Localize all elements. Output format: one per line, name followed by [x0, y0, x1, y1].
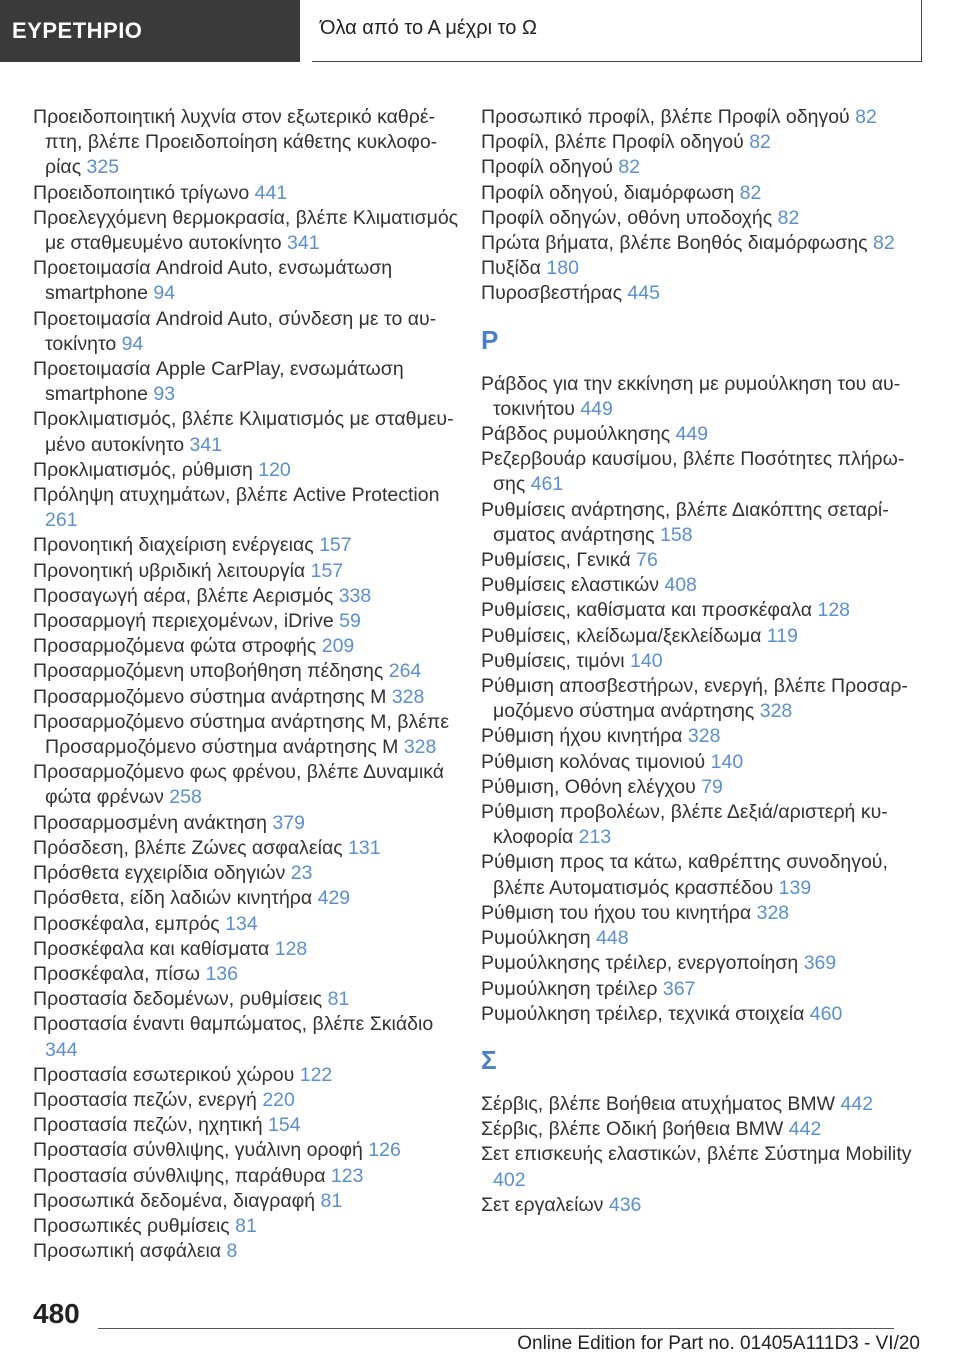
index-page-link[interactable]: 157: [319, 534, 352, 557]
index-group-sigma: [481, 1092, 913, 1218]
index-entry-text: Προσκέφαλα, εμπρός: [33, 912, 220, 935]
index-page-link[interactable]: 449: [675, 423, 709, 446]
index-entry: [33, 458, 465, 483]
index-page-link[interactable]: 140: [630, 649, 663, 672]
index-page-link[interactable]: 408: [664, 574, 697, 597]
index-entry-text: Πρόσδεση, βλέπε Ζώνες ασφαλείας: [33, 836, 343, 859]
index-column-right: [481, 105, 913, 1218]
index-column-left: [33, 105, 465, 1264]
index-entry: [33, 1113, 465, 1138]
index-entry: [481, 372, 913, 422]
index-entry-text: Προειδοποιητικό τρίγωνο: [33, 181, 250, 204]
index-page-link[interactable]: 82: [872, 232, 895, 255]
index-page-link[interactable]: 258: [169, 786, 202, 809]
index-entry-text: Ράβδος για την εκκίνηση με ρυμούλκηση του αυτοκινήτου: [481, 372, 901, 420]
index-page-link[interactable]: 328: [687, 725, 721, 748]
index-page-link[interactable]: 119: [766, 624, 798, 647]
index-page-link[interactable]: 79: [701, 775, 723, 798]
footer-edition: [517, 1333, 920, 1355]
index-entry: [33, 912, 465, 937]
index-entry: [33, 105, 465, 181]
index-entry-text: Πυροσβεστήρας: [481, 282, 622, 305]
index-entry-text: Ρύθμιση προβολέων, βλέπε Δεξιά/αριστερή κυκλοφορία: [481, 801, 888, 849]
index-entry-text: Ρυμούλκηση τρέιλερ, τεχνικά στοιχεία: [481, 1002, 805, 1025]
index-page-link[interactable]: 328: [403, 736, 437, 759]
index-page-link[interactable]: 328: [759, 700, 793, 723]
index-entry-text: Ρυθμίσεις, τιμόνι: [481, 649, 625, 672]
index-entry: [33, 836, 465, 861]
index-entry-text: Ρυθμίσεις ελαστικών: [481, 574, 659, 597]
index-entry-text: Προστασία πεζών, ενεργή: [33, 1088, 257, 1111]
index-page-link[interactable]: 379: [272, 811, 305, 834]
index-entry-text: Προφίλ, βλέπε Προφίλ οδηγού: [481, 131, 744, 154]
index-entry: [481, 926, 913, 951]
index-entry-text: Ρυθμίσεις, καθίσματα και προσκέφαλα: [481, 599, 813, 622]
index-entry: [481, 1002, 913, 1027]
index-entry: [481, 1142, 913, 1192]
index-page-link[interactable]: 220: [262, 1088, 295, 1111]
index-page-link[interactable]: 338: [338, 584, 372, 607]
index-entry: [33, 1088, 465, 1113]
index-entry: [481, 548, 913, 573]
index-entry-text: Προκλιματισμός, βλέπε Κλιματισμός με σταθμευμένο αυτοκίνητο: [33, 408, 454, 456]
index-entry: [481, 281, 913, 306]
index-entry-text: Ρύθμιση, Οθόνη ελέγχου: [481, 775, 696, 798]
index-entry-text: Πυξίδα: [481, 257, 541, 280]
index-page-link[interactable]: 213: [578, 826, 612, 849]
page-header: [0, 0, 960, 66]
index-group-rho: [481, 372, 913, 1027]
index-entry: [481, 775, 913, 800]
index-entry: [481, 649, 913, 674]
index-entry-text: Προσωπικά δεδομένα, διαγραφή: [33, 1189, 316, 1212]
index-entry: [481, 447, 913, 497]
index-entry-text: Προσκέφαλα, πίσω: [33, 962, 201, 985]
index-letter-sigma: Σ: [481, 1044, 497, 1075]
index-entry-text: Προσαρμοζόμενη υποβοήθηση πέδησης: [33, 660, 384, 683]
index-page-link[interactable]: 449: [580, 397, 613, 420]
index-page-link[interactable]: 441: [254, 181, 288, 204]
section-title: ΕΥΡΕΤΗΡΙΟ: [0, 0, 300, 62]
index-entry: [481, 750, 913, 775]
index-entry-text: Προσαρμογή περιεχομένων, iDrive: [33, 610, 334, 633]
index-entry: [33, 659, 465, 684]
index-entry-text: Προσαρμοζόμενο σύστημα ανάρτησης M: [33, 685, 387, 708]
index-page-link[interactable]: 81: [327, 988, 350, 1011]
index-entry-text: Προφίλ οδηγών, οθόνη υποδοχής: [481, 206, 773, 229]
index-entry: [33, 861, 465, 886]
index-entry: [33, 609, 465, 634]
index-entry-text: Προετοιμασία Apple CarPlay, ενσωμάτωση smartphone: [33, 358, 404, 406]
index-entry-text: Πρώτα βήματα, βλέπε Βοηθός διαμόρφωσης: [481, 232, 868, 255]
index-entry: [481, 951, 913, 976]
index-page-link[interactable]: 140: [710, 750, 744, 773]
index-page-link[interactable]: 131: [348, 836, 381, 859]
index-entry: [481, 901, 913, 926]
index-entry-text: Πρόσθετα, είδη λαδιών κινητήρα: [33, 887, 313, 910]
index-page-link[interactable]: 136: [205, 962, 238, 985]
index-entry: [33, 559, 465, 584]
index-page-link[interactable]: 94: [121, 332, 144, 355]
index-entry: [481, 724, 913, 749]
index-entry-text: Προστασία σύνθλιψης, γυάλινη οροφή: [33, 1139, 363, 1162]
index-page-link[interactable]: 429: [317, 887, 351, 910]
section-subtitle: Όλα από το Α μέχρι το Ω: [312, 0, 922, 62]
index-entry: [481, 1092, 913, 1117]
index-entry-text: Προσαρμοσμένη ανάκτηση: [33, 811, 267, 834]
index-page-link[interactable]: 93: [153, 383, 176, 406]
index-entry: [33, 584, 465, 609]
index-entry-text: Προσκέφαλα και καθίσματα: [33, 937, 270, 960]
index-entry: [481, 155, 913, 180]
index-entry-text: Πρόληψη ατυχημάτων, βλέπε Active Protection: [33, 484, 440, 507]
index-page-link[interactable]: 76: [636, 549, 658, 572]
index-page-link[interactable]: 128: [274, 937, 308, 960]
index-entry-text: Προειδοποιητική λυχνία στον εξωτερικό καθρέπτη, βλέπε Προειδοποίηση κάθετης κυκλοφορίας: [33, 106, 438, 179]
index-page-link[interactable]: 367: [662, 977, 696, 1000]
index-page-link[interactable]: 120: [258, 458, 291, 481]
index-entry-text: Ρυμούλκηση τρέιλερ: [481, 977, 658, 1000]
index-entry: [33, 1239, 465, 1264]
index-page-link[interactable]: 328: [756, 901, 790, 924]
index-entry: [33, 685, 465, 710]
index-entry-text: Σέρβις, βλέπε Βοήθεια ατυχήματος BMW: [481, 1092, 836, 1115]
index-entry-text: Προελεγχόμενη θερμοκρασία, βλέπε Κλιματισμός με σταθμευμένο αυτοκίνητο: [33, 206, 459, 255]
index-page-link[interactable]: 81: [235, 1214, 257, 1237]
index-entry: [481, 498, 913, 548]
index-page-link[interactable]: 82: [618, 156, 641, 179]
index-entry-text: Ρυμούλκηση: [481, 927, 591, 950]
index-page-link[interactable]: 82: [777, 206, 800, 229]
index-page-link[interactable]: 139: [778, 876, 812, 899]
index-page-link[interactable]: 209: [321, 635, 355, 658]
index-entry-text: Προσαγωγή αέρα, βλέπε Αερισμός: [33, 584, 334, 607]
index-page-link[interactable]: 82: [739, 181, 762, 204]
index-entry: [33, 811, 465, 836]
index-page-link[interactable]: 94: [153, 282, 176, 305]
index-entry: [33, 1164, 465, 1189]
index-page-link[interactable]: 123: [330, 1164, 364, 1187]
index-entry: [33, 533, 465, 558]
index-entry: [33, 1189, 465, 1214]
index-page-link[interactable]: 461: [530, 473, 564, 496]
index-entry: [481, 422, 913, 447]
index-entry-text: Προσωπικό προφίλ, βλέπε Προφίλ οδηγού: [481, 106, 850, 128]
index-entry-text: Ρυθμίσεις ανάρτησης, βλέπε Διακόπτης σεταρίσματος ανάρτησης: [481, 498, 889, 546]
index-page-link[interactable]: 180: [546, 257, 579, 280]
index-page-link[interactable]: 261: [45, 509, 78, 532]
index-entry-text: Προκλιματισμός, ρύθμιση: [33, 458, 253, 481]
index-entry: [33, 886, 465, 911]
index-entry-text: Σετ επισκευής ελαστικών, βλέπε Σύστημα Mobility: [481, 1143, 912, 1166]
index-entry-text: Προετοιμασία Android Auto, ενσωμάτωση smartphone: [33, 257, 393, 305]
index-entry: [481, 1117, 913, 1142]
index-entry: [33, 634, 465, 659]
index-entry-text: Σετ εργαλείων: [481, 1193, 604, 1216]
index-group-p: [481, 105, 913, 307]
index-page-link[interactable]: 157: [310, 559, 344, 582]
index-entry-text: Προστασία δεδομένων, ρυθμίσεις: [33, 988, 323, 1011]
index-entry: [481, 231, 913, 256]
index-entry-text: Προσωπικές ρυθμίσεις: [33, 1214, 230, 1237]
index-entry: [481, 573, 913, 598]
footer-divider: [98, 1328, 894, 1329]
index-entry-text: Προσαρμοζόμενο φως φρένου, βλέπε Δυναμικά φώτα φρένων: [33, 761, 445, 809]
index-entry: [481, 800, 913, 850]
index-page-link[interactable]: 126: [368, 1139, 401, 1162]
index-page-link[interactable]: 341: [189, 433, 223, 456]
index-letter-rho: Ρ: [481, 324, 499, 355]
index-entry: [33, 483, 465, 533]
index-entry-text: Πρόσθετα εγχειρίδια οδηγιών: [33, 862, 286, 885]
index-entry-text: Προστασία σύνθλιψης, παράθυρα: [33, 1164, 326, 1187]
index-entry: [33, 181, 465, 206]
index-page-link[interactable]: 328: [391, 685, 425, 708]
index-entry-text: Προσαρμοζόμενα φώτα στροφής: [33, 635, 317, 658]
index-page-link[interactable]: 325: [86, 156, 120, 179]
index-entry-text: Ρυθμίσεις, κλείδωμα/ξεκλείδωμα: [481, 624, 762, 647]
index-page-link[interactable]: 128: [817, 599, 851, 622]
index-entry: [481, 1193, 913, 1218]
index-entry: [481, 206, 913, 231]
index-entry-text: Προνοητική διαχείριση ενέργειας: [33, 534, 314, 557]
index-entry: [33, 760, 465, 810]
index-entry: [33, 307, 465, 357]
index-entry: [481, 624, 913, 649]
index-entry-text: Προσωπική ασφάλεια: [33, 1240, 222, 1263]
index-entry-text: Ρύθμιση του ήχου του κινητήρα: [481, 901, 752, 924]
index-entry-text: Ρύθμιση κολόνας τιμονιού: [481, 750, 706, 773]
index-entry-text: Προνοητική υβριδική λειτουργία: [33, 559, 306, 582]
index-entry: [481, 674, 913, 724]
index-entry: [33, 1012, 465, 1062]
index-entry: [33, 1063, 465, 1088]
index-page-link[interactable]: 8: [226, 1240, 238, 1263]
index-page-link[interactable]: 134: [225, 912, 258, 935]
index-page-link[interactable]: 122: [299, 1063, 333, 1086]
index-entry: [33, 1138, 465, 1163]
index-entry-text: Ρύθμιση αποσβεστήρων, ενεργή, βλέπε Προσαρμοζόμενο σύστημα ανάρτησης: [481, 675, 908, 723]
index-page-link[interactable]: 448: [596, 927, 629, 950]
index-entry-text: Προστασία εσωτερικού χώρου: [33, 1063, 295, 1086]
index-entry: [33, 1214, 465, 1239]
index-entry-text: Ρυθμίσεις, Γενικά: [481, 549, 631, 572]
index-page-link[interactable]: 369: [803, 952, 837, 975]
index-entry-text: Ράβδος ρυμούλκησης: [481, 423, 671, 446]
index-entry-text: Ρύθμιση προς τα κάτω, καθρέπτης συνοδηγού, βλέπε Αυτοματισμός κρασπέδου: [481, 851, 888, 899]
index-entry-text: Ρύθμιση ήχου κινητήρα: [481, 725, 683, 748]
index-page-link[interactable]: 344: [45, 1038, 78, 1061]
index-entry: [33, 357, 465, 407]
index-entry: [481, 977, 913, 1002]
index-entry: [33, 407, 465, 457]
index-entry-text: Προστασία πεζών, ηχητική: [33, 1114, 263, 1137]
index-page-link[interactable]: 436: [608, 1193, 642, 1216]
index-entry: [481, 105, 913, 130]
index-entry: [481, 256, 913, 281]
index-entry: [481, 181, 913, 206]
index-entry-text: Προστασία έναντι θαμπώματος, βλέπε Σκιάδιο: [33, 1013, 434, 1036]
index-page-link[interactable]: 59: [339, 610, 361, 633]
index-page-link[interactable]: 264: [388, 660, 422, 683]
index-page-link[interactable]: 158: [660, 523, 693, 546]
index-entry-text: Σέρβις, βλέπε Οδική βοήθεια BMW: [481, 1118, 784, 1141]
index-page-link[interactable]: 154: [268, 1114, 301, 1137]
page-number: 480: [33, 1298, 80, 1329]
index-page-link[interactable]: 460: [809, 1002, 843, 1025]
index-entry: [33, 710, 465, 760]
index-entry: [481, 598, 913, 623]
index-page-link[interactable]: 82: [749, 131, 771, 154]
index-entry-text: Ρυμούλκησης τρέιλερ, ενεργοποίηση: [481, 952, 799, 975]
index-page-link[interactable]: 445: [627, 282, 660, 305]
index-entry: [33, 256, 465, 306]
index-page-link[interactable]: 442: [788, 1118, 822, 1141]
index-entry: [33, 937, 465, 962]
index-entry: [33, 962, 465, 987]
index-page-link[interactable]: 442: [840, 1092, 874, 1115]
index-page-link[interactable]: 341: [287, 232, 320, 255]
index-entry: [33, 206, 465, 256]
index-entry-text: Προφίλ οδηγού, διαμόρφωση: [481, 181, 735, 204]
index-entry-text: Προετοιμασία Android Auto, σύνδεση με το αυτοκίνητο: [33, 307, 437, 355]
index-page-link[interactable]: 402: [493, 1168, 526, 1191]
index-page-link[interactable]: 23: [290, 862, 313, 885]
footer-edition-text: Online Edition for Part no. 01405A111D3 - VI/20: [517, 1333, 920, 1354]
index-entry: [481, 850, 913, 900]
index-entry-text: Προφίλ οδηγού: [481, 156, 613, 179]
index-page-link[interactable]: 81: [320, 1189, 343, 1212]
index-entry-text: Προσαρμοζόμενο σύστημα ανάρτησης M, βλέπε Προσαρμοζόμενο σύστημα ανάρτησης M: [33, 710, 450, 759]
index-entry: [33, 987, 465, 1012]
index-entry: [481, 130, 913, 155]
index-page-link[interactable]: 82: [855, 106, 877, 128]
index-entry-text: Ρεζερβουάρ καυσίμου, βλέπε Ποσότητες πλήρωσης: [481, 448, 905, 496]
